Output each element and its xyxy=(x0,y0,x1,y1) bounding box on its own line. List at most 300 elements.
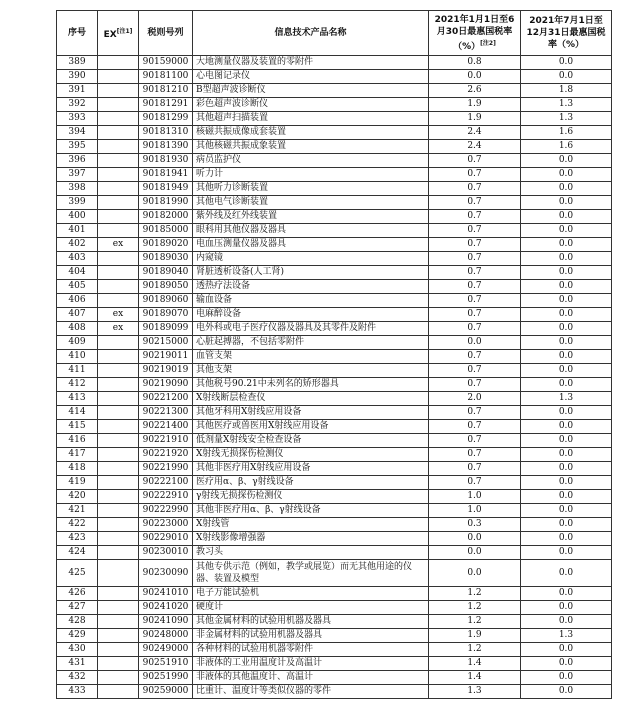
cell-product-name: 其他税号90.21中未列名的矫形器具 xyxy=(193,378,429,392)
header-rate-h2: 2021年7月1日至12月31日最惠国税率（%） xyxy=(521,11,612,56)
cell-rate-h2: 0.0 xyxy=(521,643,612,657)
header-ex-note: [注1] xyxy=(116,27,133,35)
cell-rate-h1: 0.7 xyxy=(429,476,521,490)
cell-product-name: 透热疗法设备 xyxy=(193,280,429,294)
table-row xyxy=(57,462,612,476)
cell-rate-h2: 0.0 xyxy=(521,56,612,70)
cell-ex xyxy=(98,336,139,350)
table-row xyxy=(57,126,612,140)
table-row xyxy=(57,322,612,336)
cell-rate-h2: 0.0 xyxy=(521,587,612,601)
cell-tariff-no: 90185000 xyxy=(139,224,193,238)
cell-rate-h1: 1.2 xyxy=(429,587,521,601)
table-row xyxy=(57,210,612,224)
cell-rate-h1: 0.7 xyxy=(429,168,521,182)
cell-tariff-no: 90248000 xyxy=(139,629,193,643)
cell-ex xyxy=(98,196,139,210)
cell-product-name: 低剂量X射线安全检查设备 xyxy=(193,434,429,448)
cell-ex xyxy=(98,643,139,657)
cell-rate-h1: 0.0 xyxy=(429,560,521,587)
cell-rate-h2: 0.0 xyxy=(521,350,612,364)
table-row xyxy=(57,154,612,168)
cell-ex xyxy=(98,182,139,196)
cell-rate-h2: 0.0 xyxy=(521,70,612,84)
cell-seq: 422 xyxy=(57,518,98,532)
cell-tariff-no: 90181310 xyxy=(139,126,193,140)
cell-seq: 403 xyxy=(57,252,98,266)
cell-tariff-no: 90181210 xyxy=(139,84,193,98)
cell-seq: 392 xyxy=(57,98,98,112)
cell-product-name: 眼科用其他仪器及器具 xyxy=(193,224,429,238)
cell-rate-h2: 0.0 xyxy=(521,168,612,182)
cell-seq: 395 xyxy=(57,140,98,154)
cell-rate-h2: 0.0 xyxy=(521,657,612,671)
cell-rate-h1: 0.7 xyxy=(429,224,521,238)
cell-product-name: 其他牙科用X射线应用设备 xyxy=(193,406,429,420)
table-row xyxy=(57,685,612,699)
cell-rate-h2: 0.0 xyxy=(521,308,612,322)
cell-ex xyxy=(98,210,139,224)
cell-ex xyxy=(98,392,139,406)
cell-rate-h1: 0.3 xyxy=(429,518,521,532)
table-row xyxy=(57,671,612,685)
cell-ex xyxy=(98,420,139,434)
cell-seq: 428 xyxy=(57,615,98,629)
cell-ex xyxy=(98,671,139,685)
table-row xyxy=(57,112,612,126)
cell-seq: 410 xyxy=(57,350,98,364)
table-row xyxy=(57,532,612,546)
cell-rate-h2: 0.0 xyxy=(521,280,612,294)
cell-product-name: 其他听力诊断装置 xyxy=(193,182,429,196)
cell-seq: 414 xyxy=(57,406,98,420)
cell-seq: 408 xyxy=(57,322,98,336)
cell-rate-h1: 1.9 xyxy=(429,98,521,112)
cell-product-name: X射线管 xyxy=(193,518,429,532)
table-row xyxy=(57,406,612,420)
cell-seq: 424 xyxy=(57,546,98,560)
table-row xyxy=(57,364,612,378)
cell-tariff-no: 90215000 xyxy=(139,336,193,350)
cell-rate-h1: 0.7 xyxy=(429,238,521,252)
cell-product-name: 心脏起搏器，不包括零附件 xyxy=(193,336,429,350)
cell-ex xyxy=(98,406,139,420)
cell-rate-h2: 0.0 xyxy=(521,518,612,532)
cell-product-name: 非金属材料的试验用机器及器具 xyxy=(193,629,429,643)
table-row xyxy=(57,56,612,70)
cell-seq: 432 xyxy=(57,671,98,685)
cell-seq: 411 xyxy=(57,364,98,378)
cell-product-name: 紫外线及红外线装置 xyxy=(193,210,429,224)
cell-rate-h2: 0.0 xyxy=(521,504,612,518)
header-product-name: 信息技术产品名称 xyxy=(193,11,429,56)
cell-ex xyxy=(98,462,139,476)
cell-ex xyxy=(98,350,139,364)
cell-rate-h2: 0.0 xyxy=(521,420,612,434)
cell-rate-h1: 1.3 xyxy=(429,685,521,699)
cell-rate-h2: 1.3 xyxy=(521,392,612,406)
cell-rate-h2: 0.0 xyxy=(521,182,612,196)
cell-rate-h1: 0.7 xyxy=(429,196,521,210)
cell-rate-h2: 1.8 xyxy=(521,84,612,98)
cell-product-name: 输血设备 xyxy=(193,294,429,308)
cell-product-name: X射线断层检查仪 xyxy=(193,392,429,406)
table-row xyxy=(57,448,612,462)
cell-product-name: 其他金属材料的试验用机器及器具 xyxy=(193,615,429,629)
cell-ex: ex xyxy=(98,308,139,322)
cell-rate-h2: 1.3 xyxy=(521,112,612,126)
cell-ex xyxy=(98,126,139,140)
cell-product-name: B型超声波诊断仪 xyxy=(193,84,429,98)
table-header xyxy=(57,11,612,56)
cell-rate-h1: 0.7 xyxy=(429,350,521,364)
cell-tariff-no: 90221990 xyxy=(139,462,193,476)
cell-rate-h2: 0.0 xyxy=(521,322,612,336)
cell-rate-h1: 0.7 xyxy=(429,462,521,476)
cell-rate-h2: 0.0 xyxy=(521,196,612,210)
cell-seq: 418 xyxy=(57,462,98,476)
cell-rate-h1: 0.8 xyxy=(429,56,521,70)
cell-rate-h1: 0.7 xyxy=(429,182,521,196)
cell-ex xyxy=(98,266,139,280)
cell-rate-h1: 0.7 xyxy=(429,210,521,224)
table-row xyxy=(57,587,612,601)
cell-rate-h1: 1.9 xyxy=(429,112,521,126)
table-row xyxy=(57,629,612,643)
cell-ex xyxy=(98,448,139,462)
cell-rate-h1: 0.0 xyxy=(429,532,521,546)
cell-product-name: γ射线无损探伤检测仪 xyxy=(193,490,429,504)
cell-seq: 427 xyxy=(57,601,98,615)
cell-product-name: 病员监护仪 xyxy=(193,154,429,168)
cell-rate-h2: 0.0 xyxy=(521,294,612,308)
cell-rate-h1: 2.4 xyxy=(429,140,521,154)
cell-tariff-no: 90221910 xyxy=(139,434,193,448)
cell-rate-h1: 0.7 xyxy=(429,280,521,294)
cell-product-name: 核磁共振成像成套装置 xyxy=(193,126,429,140)
cell-ex xyxy=(98,252,139,266)
cell-rate-h2: 0.0 xyxy=(521,532,612,546)
cell-ex xyxy=(98,518,139,532)
cell-rate-h1: 1.2 xyxy=(429,643,521,657)
cell-tariff-no: 90189050 xyxy=(139,280,193,294)
table-row xyxy=(57,643,612,657)
cell-seq: 429 xyxy=(57,629,98,643)
cell-product-name: 电麻醉设备 xyxy=(193,308,429,322)
cell-tariff-no: 90221920 xyxy=(139,448,193,462)
cell-tariff-no: 90189099 xyxy=(139,322,193,336)
header-rate-h1-note: [注2] xyxy=(480,39,496,47)
cell-rate-h2: 0.0 xyxy=(521,378,612,392)
cell-ex xyxy=(98,224,139,238)
cell-ex xyxy=(98,490,139,504)
cell-seq: 393 xyxy=(57,112,98,126)
cell-product-name: 其他核磁共振成象装置 xyxy=(193,140,429,154)
cell-seq: 419 xyxy=(57,476,98,490)
cell-tariff-no: 90189040 xyxy=(139,266,193,280)
cell-product-name: 大地测量仪器及装置的零附件 xyxy=(193,56,429,70)
cell-tariff-no: 90249000 xyxy=(139,643,193,657)
cell-seq: 415 xyxy=(57,420,98,434)
cell-seq: 417 xyxy=(57,448,98,462)
cell-seq: 399 xyxy=(57,196,98,210)
cell-rate-h2: 1.3 xyxy=(521,98,612,112)
cell-product-name: 心电图记录仪 xyxy=(193,70,429,84)
cell-tariff-no: 90251990 xyxy=(139,671,193,685)
cell-seq: 409 xyxy=(57,336,98,350)
cell-seq: 407 xyxy=(57,308,98,322)
cell-ex: ex xyxy=(98,238,139,252)
cell-seq: 421 xyxy=(57,504,98,518)
cell-rate-h1: 0.7 xyxy=(429,154,521,168)
cell-rate-h1: 0.7 xyxy=(429,378,521,392)
cell-seq: 390 xyxy=(57,70,98,84)
cell-ex xyxy=(98,434,139,448)
tariff-table xyxy=(56,10,612,699)
table-body xyxy=(57,56,612,699)
cell-ex xyxy=(98,629,139,643)
cell-tariff-no: 90230010 xyxy=(139,546,193,560)
cell-rate-h2: 1.6 xyxy=(521,126,612,140)
cell-seq: 420 xyxy=(57,490,98,504)
cell-tariff-no: 90181291 xyxy=(139,98,193,112)
cell-ex xyxy=(98,56,139,70)
cell-rate-h2: 0.0 xyxy=(521,546,612,560)
cell-product-name: 血管支架 xyxy=(193,350,429,364)
cell-tariff-no: 90251910 xyxy=(139,657,193,671)
cell-tariff-no: 90222910 xyxy=(139,490,193,504)
cell-rate-h2: 0.0 xyxy=(521,406,612,420)
cell-rate-h2: 0.0 xyxy=(521,560,612,587)
cell-ex xyxy=(98,112,139,126)
cell-product-name: X射线无损探伤检测仪 xyxy=(193,448,429,462)
cell-rate-h1: 0.7 xyxy=(429,406,521,420)
cell-tariff-no: 90181100 xyxy=(139,70,193,84)
cell-product-name: 其他支架 xyxy=(193,364,429,378)
cell-seq: 402 xyxy=(57,238,98,252)
cell-seq: 394 xyxy=(57,126,98,140)
table-row xyxy=(57,182,612,196)
cell-seq: 430 xyxy=(57,643,98,657)
cell-rate-h1: 0.7 xyxy=(429,434,521,448)
cell-tariff-no: 90229010 xyxy=(139,532,193,546)
table-row xyxy=(57,140,612,154)
cell-rate-h1: 0.7 xyxy=(429,266,521,280)
table-row xyxy=(57,308,612,322)
cell-seq: 396 xyxy=(57,154,98,168)
cell-tariff-no: 90241010 xyxy=(139,587,193,601)
cell-seq: 405 xyxy=(57,280,98,294)
cell-rate-h1: 1.4 xyxy=(429,657,521,671)
cell-rate-h2: 1.3 xyxy=(521,629,612,643)
cell-tariff-no: 90189030 xyxy=(139,252,193,266)
cell-ex: ex xyxy=(98,322,139,336)
table-row xyxy=(57,336,612,350)
table-row xyxy=(57,196,612,210)
cell-product-name: 肾脏透析设备(人工肾) xyxy=(193,266,429,280)
cell-ex xyxy=(98,168,139,182)
cell-seq: 426 xyxy=(57,587,98,601)
cell-product-name: 彩色超声波诊断仪 xyxy=(193,98,429,112)
cell-rate-h1: 0.0 xyxy=(429,546,521,560)
table-row xyxy=(57,378,612,392)
table-row xyxy=(57,657,612,671)
header-rate-h1 xyxy=(429,11,521,56)
table-row xyxy=(57,168,612,182)
cell-ex xyxy=(98,476,139,490)
cell-ex xyxy=(98,615,139,629)
cell-tariff-no: 90230090 xyxy=(139,560,193,587)
cell-product-name: 内窥镜 xyxy=(193,252,429,266)
cell-rate-h1: 1.0 xyxy=(429,504,521,518)
header-ex-label: EX xyxy=(103,29,117,40)
table-row xyxy=(57,392,612,406)
table-row xyxy=(57,615,612,629)
cell-ex xyxy=(98,84,139,98)
cell-tariff-no: 90241020 xyxy=(139,601,193,615)
table-row xyxy=(57,476,612,490)
cell-seq: 431 xyxy=(57,657,98,671)
cell-rate-h2: 0.0 xyxy=(521,448,612,462)
header-ex xyxy=(98,11,139,56)
header-seq: 序号 xyxy=(57,11,98,56)
cell-product-name: 非液体的工业用温度计及高温计 xyxy=(193,657,429,671)
cell-rate-h1: 1.2 xyxy=(429,615,521,629)
cell-rate-h1: 1.4 xyxy=(429,671,521,685)
cell-tariff-no: 90181941 xyxy=(139,168,193,182)
cell-ex xyxy=(98,532,139,546)
cell-tariff-no: 90241090 xyxy=(139,615,193,629)
cell-ex xyxy=(98,657,139,671)
table-row xyxy=(57,280,612,294)
cell-tariff-no: 90259000 xyxy=(139,685,193,699)
cell-product-name: 各种材料的试验用机器零附件 xyxy=(193,643,429,657)
cell-seq: 389 xyxy=(57,56,98,70)
cell-ex xyxy=(98,587,139,601)
table-row xyxy=(57,266,612,280)
cell-seq: 423 xyxy=(57,532,98,546)
cell-rate-h1: 0.7 xyxy=(429,364,521,378)
cell-rate-h2: 0.0 xyxy=(521,601,612,615)
cell-rate-h2: 0.0 xyxy=(521,476,612,490)
cell-product-name: 其他专供示范（例如，教学或展览）而无其他用途的仪器、装置及模型 xyxy=(193,560,429,587)
cell-rate-h1: 1.9 xyxy=(429,629,521,643)
cell-ex xyxy=(98,70,139,84)
cell-seq: 401 xyxy=(57,224,98,238)
table-row xyxy=(57,490,612,504)
cell-rate-h2: 0.0 xyxy=(521,685,612,699)
table-row xyxy=(57,294,612,308)
cell-rate-h1: 0.7 xyxy=(429,308,521,322)
cell-product-name: 医疗用α、β、γ射线设备 xyxy=(193,476,429,490)
cell-tariff-no: 90222100 xyxy=(139,476,193,490)
cell-ex xyxy=(98,504,139,518)
cell-rate-h2: 0.0 xyxy=(521,238,612,252)
cell-seq: 398 xyxy=(57,182,98,196)
cell-ex xyxy=(98,98,139,112)
cell-ex xyxy=(98,560,139,587)
cell-product-name: 电血压测量仪器及器具 xyxy=(193,238,429,252)
cell-tariff-no: 90159000 xyxy=(139,56,193,70)
cell-rate-h2: 0.0 xyxy=(521,210,612,224)
cell-rate-h1: 0.7 xyxy=(429,322,521,336)
cell-rate-h1: 0.7 xyxy=(429,420,521,434)
cell-product-name: X射线影像增强器 xyxy=(193,532,429,546)
cell-seq: 416 xyxy=(57,434,98,448)
cell-tariff-no: 90181390 xyxy=(139,140,193,154)
cell-product-name: 听力计 xyxy=(193,168,429,182)
cell-rate-h1: 0.0 xyxy=(429,70,521,84)
cell-tariff-no: 90219019 xyxy=(139,364,193,378)
cell-tariff-no: 90221200 xyxy=(139,392,193,406)
cell-rate-h2: 1.6 xyxy=(521,140,612,154)
cell-rate-h2: 0.0 xyxy=(521,671,612,685)
cell-ex xyxy=(98,280,139,294)
cell-tariff-no: 90181930 xyxy=(139,154,193,168)
cell-tariff-no: 90181990 xyxy=(139,196,193,210)
cell-seq: 412 xyxy=(57,378,98,392)
header-tariff-no: 税则号列 xyxy=(139,11,193,56)
cell-seq: 397 xyxy=(57,168,98,182)
cell-tariff-no: 90189020 xyxy=(139,238,193,252)
cell-ex xyxy=(98,378,139,392)
cell-rate-h1: 1.2 xyxy=(429,601,521,615)
cell-rate-h1: 0.7 xyxy=(429,252,521,266)
cell-product-name: 比重计、温度计等类似仪器的零件 xyxy=(193,685,429,699)
cell-tariff-no: 90189070 xyxy=(139,308,193,322)
cell-rate-h2: 0.0 xyxy=(521,364,612,378)
cell-rate-h1: 0.0 xyxy=(429,336,521,350)
cell-rate-h1: 2.4 xyxy=(429,126,521,140)
table-row xyxy=(57,560,612,587)
table-row xyxy=(57,70,612,84)
cell-product-name: 非液体的其他温度计、高温计 xyxy=(193,671,429,685)
cell-rate-h1: 2.0 xyxy=(429,392,521,406)
table-row xyxy=(57,420,612,434)
table-row xyxy=(57,601,612,615)
cell-rate-h2: 0.0 xyxy=(521,224,612,238)
cell-ex xyxy=(98,685,139,699)
cell-tariff-no: 90223000 xyxy=(139,518,193,532)
table-row xyxy=(57,224,612,238)
cell-ex xyxy=(98,601,139,615)
cell-tariff-no: 90221300 xyxy=(139,406,193,420)
cell-seq: 406 xyxy=(57,294,98,308)
cell-product-name: 教习头 xyxy=(193,546,429,560)
cell-rate-h2: 0.0 xyxy=(521,252,612,266)
cell-tariff-no: 90181299 xyxy=(139,112,193,126)
cell-product-name: 电子万能试验机 xyxy=(193,587,429,601)
cell-rate-h2: 0.0 xyxy=(521,490,612,504)
table-row xyxy=(57,98,612,112)
cell-ex xyxy=(98,154,139,168)
cell-seq: 413 xyxy=(57,392,98,406)
header-rate-h1-label: 2021年1月1日至6月30日最惠国税率（%） xyxy=(434,14,515,52)
cell-seq: 400 xyxy=(57,210,98,224)
cell-ex xyxy=(98,546,139,560)
cell-product-name: 其他非医疗用X射线应用设备 xyxy=(193,462,429,476)
cell-product-name: 硬度计 xyxy=(193,601,429,615)
table-row xyxy=(57,504,612,518)
cell-tariff-no: 90181949 xyxy=(139,182,193,196)
cell-ex xyxy=(98,364,139,378)
cell-rate-h1: 1.0 xyxy=(429,490,521,504)
cell-tariff-no: 90219011 xyxy=(139,350,193,364)
cell-rate-h1: 2.6 xyxy=(429,84,521,98)
table-row xyxy=(57,434,612,448)
cell-seq: 391 xyxy=(57,84,98,98)
cell-rate-h2: 0.0 xyxy=(521,266,612,280)
